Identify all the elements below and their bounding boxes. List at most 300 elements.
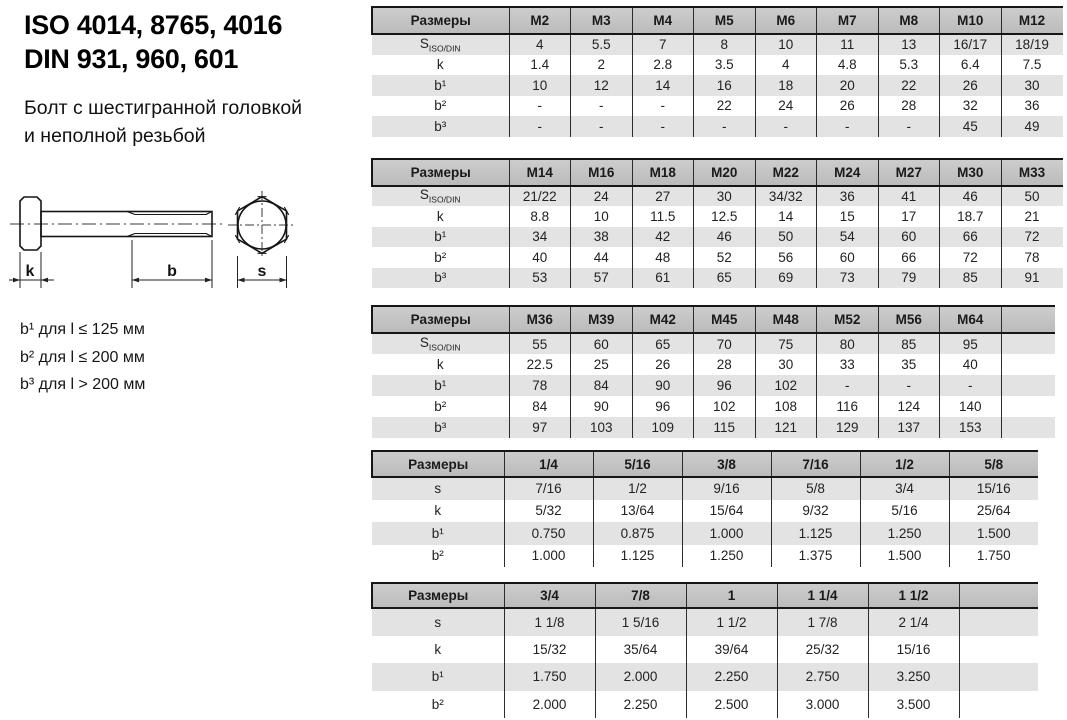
value-cell: 26 bbox=[632, 354, 694, 375]
row-label: $S_{ISO/DIN}$ bbox=[372, 34, 509, 55]
value-cell: 8.8 bbox=[509, 206, 571, 227]
value-cell: 73 bbox=[817, 268, 879, 289]
value-cell: 48 bbox=[632, 247, 694, 268]
value-cell: 1.000 bbox=[682, 522, 771, 545]
dimension-row bbox=[372, 477, 1038, 500]
size-column-header: M6 bbox=[755, 7, 817, 34]
value-cell: - bbox=[509, 96, 571, 117]
row-label: k bbox=[436, 357, 444, 372]
value-cell: 10 bbox=[509, 75, 571, 96]
dimension-row bbox=[372, 663, 1038, 691]
value-cell: 44 bbox=[571, 247, 633, 268]
row-label: b² bbox=[434, 399, 447, 414]
dimension-row bbox=[372, 522, 1038, 545]
dimension-table bbox=[371, 158, 1063, 289]
row-label: b³ bbox=[372, 116, 509, 137]
value-cell: 75 bbox=[755, 333, 817, 354]
value-cell: 78 bbox=[509, 375, 571, 396]
size-column-header: M16 bbox=[571, 159, 633, 186]
value-cell: 12.5 bbox=[694, 206, 756, 227]
dimension-table bbox=[371, 305, 1055, 438]
value-cell: 102 bbox=[694, 396, 756, 417]
size-column-header: M24 bbox=[817, 159, 879, 186]
value-cell: 1.250 bbox=[682, 545, 771, 568]
row-label: $S_{ISO/DIN}$ bbox=[372, 186, 509, 207]
row-label: b² bbox=[431, 696, 444, 712]
table-metric-m2-m12 bbox=[371, 6, 1067, 137]
value-cell: 3/4 bbox=[860, 477, 949, 500]
value-cell: 25/64 bbox=[949, 500, 1038, 523]
size-column-header: 1 1/4 bbox=[777, 583, 868, 608]
value-cell: 13 bbox=[878, 34, 940, 55]
value-cell: 2.000 bbox=[504, 691, 595, 719]
size-column-header: M56 bbox=[878, 306, 940, 333]
value-cell: 20 bbox=[817, 75, 879, 96]
value-cell: 1.4 bbox=[509, 55, 571, 76]
value-cell: 41 bbox=[878, 186, 940, 207]
value-cell: 25 bbox=[571, 354, 633, 375]
value-cell: 15/16 bbox=[949, 477, 1038, 500]
value-cell: 65 bbox=[694, 268, 756, 289]
value-cell: 34 bbox=[509, 227, 571, 248]
value-cell: 95 bbox=[940, 333, 1002, 354]
bolt-technical-drawing bbox=[8, 184, 338, 316]
size-column-header: M14 bbox=[509, 159, 571, 186]
value-cell: 7.5 bbox=[1001, 55, 1063, 76]
value-cell: 5/32 bbox=[504, 500, 593, 523]
table-metric-m14-m33 bbox=[371, 158, 1067, 289]
value-cell: 14 bbox=[632, 75, 694, 96]
value-cell: 30 bbox=[694, 186, 756, 207]
empty-header-cell bbox=[1001, 306, 1055, 333]
value-cell: 18 bbox=[755, 75, 817, 96]
value-cell: 4.8 bbox=[817, 55, 879, 76]
value-cell: - bbox=[632, 96, 694, 117]
size-column-header: M39 bbox=[571, 306, 633, 333]
size-column-header: M4 bbox=[632, 7, 694, 34]
value-cell: 36 bbox=[817, 186, 879, 207]
value-cell: 2.250 bbox=[595, 691, 686, 719]
value-cell: 1.500 bbox=[949, 522, 1038, 545]
value-cell: - bbox=[571, 96, 633, 117]
value-cell: 15/32 bbox=[504, 636, 595, 664]
value-cell: 8 bbox=[694, 34, 756, 55]
value-cell: 50 bbox=[755, 227, 817, 248]
value-cell: 6.4 bbox=[940, 55, 1002, 76]
row-label: k bbox=[436, 208, 444, 224]
value-cell: 46 bbox=[940, 186, 1002, 207]
value-cell: 1.750 bbox=[504, 663, 595, 691]
value-cell: 5/8 bbox=[771, 477, 860, 500]
value-cell: - bbox=[509, 116, 571, 137]
dimension-row bbox=[372, 96, 1063, 117]
dimension-row bbox=[372, 116, 1063, 137]
title-standards-iso: ISO 4014, 8765, 4016 bbox=[24, 10, 283, 40]
empty-cell bbox=[959, 663, 1038, 691]
value-cell: 3.500 bbox=[868, 691, 959, 719]
header-row bbox=[372, 583, 1038, 608]
value-cell: - bbox=[817, 375, 879, 396]
row-label: k bbox=[434, 503, 442, 519]
row-label: b¹ bbox=[372, 227, 509, 248]
sizes-corner-header: Размеры bbox=[372, 159, 509, 186]
dimension-row bbox=[372, 608, 1038, 636]
value-cell: 137 bbox=[878, 417, 940, 438]
size-column-header: M36 bbox=[509, 306, 571, 333]
value-cell: 1.375 bbox=[771, 545, 860, 568]
dimension-row bbox=[372, 55, 1063, 76]
table-inch-quarter-to-5-8 bbox=[371, 450, 1067, 567]
size-column-header: M45 bbox=[694, 306, 756, 333]
size-column-header: M7 bbox=[817, 7, 879, 34]
value-cell: 1 7/8 bbox=[777, 608, 868, 636]
value-cell: 3.250 bbox=[868, 663, 959, 691]
s-arrow-right bbox=[280, 278, 287, 283]
value-cell: 4 bbox=[509, 34, 571, 55]
value-cell: 80 bbox=[817, 333, 879, 354]
dimension-row bbox=[372, 354, 1055, 375]
value-cell: 50 bbox=[1001, 186, 1063, 207]
dimension-row bbox=[372, 333, 1055, 354]
empty-cell bbox=[959, 691, 1038, 719]
value-cell: 108 bbox=[755, 396, 817, 417]
value-cell: 7 bbox=[632, 34, 694, 55]
value-cell: 5.3 bbox=[878, 55, 940, 76]
value-cell: 16/17 bbox=[940, 34, 1002, 55]
dimension-row bbox=[372, 691, 1038, 719]
size-column-header: 3/8 bbox=[682, 451, 771, 477]
value-cell: 60 bbox=[817, 247, 879, 268]
row-label: b¹ bbox=[372, 75, 509, 96]
value-cell: 79 bbox=[878, 268, 940, 289]
value-cell: 140 bbox=[940, 396, 1002, 417]
b-arrow-right bbox=[205, 278, 212, 283]
value-cell: 53 bbox=[509, 268, 571, 289]
value-cell: 72 bbox=[940, 247, 1002, 268]
value-cell: 1.125 bbox=[593, 545, 682, 568]
value-cell: 84 bbox=[571, 375, 633, 396]
size-column-header: M3 bbox=[571, 7, 633, 34]
header-row bbox=[372, 451, 1038, 477]
subtitle-line-1: Болт с шестигранной головкой bbox=[24, 97, 303, 119]
footnote-b1: b¹ для l ≤ 125 мм bbox=[20, 321, 145, 338]
value-cell: 36 bbox=[1001, 96, 1063, 117]
size-column-header: 7/16 bbox=[771, 451, 860, 477]
value-cell: 11 bbox=[817, 34, 879, 55]
value-cell: 96 bbox=[632, 396, 694, 417]
size-column-header: M33 bbox=[1001, 159, 1063, 186]
empty-cell bbox=[1001, 375, 1055, 396]
value-cell: 55 bbox=[509, 333, 571, 354]
size-column-header: 3/4 bbox=[504, 583, 595, 608]
size-column-header: M64 bbox=[940, 306, 1002, 333]
value-cell: 1.250 bbox=[860, 522, 949, 545]
value-cell: 78 bbox=[1001, 247, 1063, 268]
dimension-row bbox=[372, 227, 1063, 248]
value-cell: - bbox=[878, 375, 940, 396]
size-column-header: M48 bbox=[755, 306, 817, 333]
value-cell: 1.750 bbox=[949, 545, 1038, 568]
row-label: $S_{ISO/DIN}$ bbox=[372, 333, 509, 354]
value-cell: 5.5 bbox=[571, 34, 633, 55]
size-column-header: 1/4 bbox=[504, 451, 593, 477]
left-panel bbox=[0, 0, 371, 720]
size-column-header: M27 bbox=[878, 159, 940, 186]
empty-cell bbox=[1001, 417, 1055, 438]
value-cell: 28 bbox=[694, 354, 756, 375]
size-column-header: M52 bbox=[817, 306, 879, 333]
value-cell: 70 bbox=[694, 333, 756, 354]
dimension-row bbox=[372, 268, 1063, 289]
value-cell: 35/64 bbox=[595, 636, 686, 664]
value-cell: 0.750 bbox=[504, 522, 593, 545]
dim-label-s: s bbox=[257, 263, 267, 280]
value-cell: 9/32 bbox=[771, 500, 860, 523]
value-cell: 2 bbox=[571, 55, 633, 76]
value-cell: 15/16 bbox=[868, 636, 959, 664]
value-cell: 25/32 bbox=[777, 636, 868, 664]
dimension-tables-panel bbox=[371, 0, 1067, 718]
dimension-table bbox=[371, 450, 1038, 567]
value-cell: 15/64 bbox=[682, 500, 771, 523]
value-cell: 28 bbox=[878, 96, 940, 117]
value-cell: 21 bbox=[1001, 206, 1063, 227]
value-cell: 90 bbox=[632, 375, 694, 396]
value-cell: 91 bbox=[1001, 268, 1063, 289]
s-arrow-left bbox=[238, 278, 245, 283]
page-subtitle bbox=[24, 94, 302, 150]
value-cell: 85 bbox=[940, 268, 1002, 289]
dim-label-k: k bbox=[25, 263, 35, 280]
subtitle-line-2: и неполной резьбой bbox=[24, 125, 206, 147]
value-cell: 116 bbox=[817, 396, 879, 417]
value-cell: 72 bbox=[1001, 227, 1063, 248]
footnotes bbox=[20, 316, 145, 399]
row-label: b³ bbox=[372, 268, 509, 289]
size-column-header: 5/16 bbox=[593, 451, 682, 477]
value-cell: 153 bbox=[940, 417, 1002, 438]
value-cell: 97 bbox=[509, 417, 571, 438]
dimension-table bbox=[371, 582, 1038, 718]
value-cell: - bbox=[694, 116, 756, 137]
value-cell: 3.000 bbox=[777, 691, 868, 719]
size-column-header: 7/8 bbox=[595, 583, 686, 608]
table-inch-3-4-to-1-1-2 bbox=[371, 582, 1067, 718]
value-cell: 27 bbox=[632, 186, 694, 207]
empty-cell bbox=[959, 636, 1038, 664]
size-column-header: M22 bbox=[755, 159, 817, 186]
empty-cell bbox=[1001, 396, 1055, 417]
value-cell: 1 5/16 bbox=[595, 608, 686, 636]
empty-cell bbox=[959, 608, 1038, 636]
value-cell: 124 bbox=[878, 396, 940, 417]
size-column-header: M8 bbox=[878, 7, 940, 34]
value-cell: 7/16 bbox=[504, 477, 593, 500]
value-cell: 85 bbox=[878, 333, 940, 354]
size-column-header: M42 bbox=[632, 306, 694, 333]
row-label: b³ bbox=[372, 417, 509, 438]
size-column-header: M20 bbox=[694, 159, 756, 186]
value-cell: 1.000 bbox=[504, 545, 593, 568]
value-cell: 121 bbox=[755, 417, 817, 438]
value-cell: 2.500 bbox=[686, 691, 777, 719]
dimension-row bbox=[372, 417, 1055, 438]
value-cell: 57 bbox=[571, 268, 633, 289]
size-column-header: M18 bbox=[632, 159, 694, 186]
value-cell: 24 bbox=[571, 186, 633, 207]
value-cell: 14 bbox=[755, 206, 817, 227]
value-cell: 22 bbox=[694, 96, 756, 117]
dimension-row bbox=[372, 545, 1038, 568]
value-cell: 30 bbox=[1001, 75, 1063, 96]
value-cell: 40 bbox=[940, 354, 1002, 375]
dimension-row bbox=[372, 636, 1038, 664]
dimension-row bbox=[372, 247, 1063, 268]
footnote-b2: b² для l ≤ 200 мм bbox=[20, 348, 145, 366]
value-cell: - bbox=[571, 116, 633, 137]
value-cell: 49 bbox=[1001, 116, 1063, 137]
value-cell: 26 bbox=[817, 96, 879, 117]
value-cell: 66 bbox=[878, 247, 940, 268]
value-cell: 45 bbox=[940, 116, 1002, 137]
value-cell: 61 bbox=[632, 268, 694, 289]
value-cell: 21/22 bbox=[509, 186, 571, 207]
table-metric-m36-m64 bbox=[371, 305, 1067, 438]
empty-cell bbox=[1001, 333, 1055, 354]
value-cell: 1 1/2 bbox=[686, 608, 777, 636]
value-cell: 60 bbox=[571, 333, 633, 354]
sizes-corner-header: Размеры bbox=[372, 306, 509, 333]
value-cell: 0.875 bbox=[593, 522, 682, 545]
value-cell: 16 bbox=[694, 75, 756, 96]
size-column-header: 1 bbox=[686, 583, 777, 608]
value-cell: 102 bbox=[755, 375, 817, 396]
value-cell: 9/16 bbox=[682, 477, 771, 500]
value-cell: 39/64 bbox=[686, 636, 777, 664]
row-label: b² bbox=[431, 548, 444, 564]
row-label: b² bbox=[434, 249, 447, 265]
size-column-header: M5 bbox=[694, 7, 756, 34]
size-column-header: 1 1/2 bbox=[868, 583, 959, 608]
value-cell: 33 bbox=[817, 354, 879, 375]
value-cell: 1.125 bbox=[771, 522, 860, 545]
value-cell: 2.000 bbox=[595, 663, 686, 691]
value-cell: 66 bbox=[940, 227, 1002, 248]
value-cell: 10 bbox=[571, 206, 633, 227]
value-cell: 4 bbox=[755, 55, 817, 76]
value-cell: 18/19 bbox=[1001, 34, 1063, 55]
value-cell: 1 1/8 bbox=[504, 608, 595, 636]
value-cell: 54 bbox=[817, 227, 879, 248]
value-cell: 96 bbox=[694, 375, 756, 396]
value-cell: 18.7 bbox=[940, 206, 1002, 227]
header-row bbox=[372, 7, 1063, 34]
row-label: s bbox=[372, 477, 504, 500]
value-cell: 65 bbox=[632, 333, 694, 354]
sizes-corner-header: Размеры bbox=[372, 583, 504, 608]
value-cell: 34/32 bbox=[755, 186, 817, 207]
size-column-header: M2 bbox=[509, 7, 571, 34]
value-cell: 2.750 bbox=[777, 663, 868, 691]
size-column-header: 1/2 bbox=[860, 451, 949, 477]
dim-label-b: b bbox=[167, 263, 177, 280]
dimension-row bbox=[372, 396, 1055, 417]
empty-header-cell bbox=[959, 583, 1038, 608]
empty-cell bbox=[1001, 354, 1055, 375]
value-cell: 15 bbox=[817, 206, 879, 227]
value-cell: - bbox=[755, 116, 817, 137]
value-cell: - bbox=[817, 116, 879, 137]
value-cell: 32 bbox=[940, 96, 1002, 117]
value-cell: 2.250 bbox=[686, 663, 777, 691]
value-cell: 12 bbox=[571, 75, 633, 96]
value-cell: 1.500 bbox=[860, 545, 949, 568]
value-cell: 90 bbox=[571, 396, 633, 417]
value-cell: 3.5 bbox=[694, 55, 756, 76]
value-cell: 52 bbox=[694, 247, 756, 268]
value-cell: - bbox=[632, 116, 694, 137]
dimension-row bbox=[372, 75, 1063, 96]
dimension-row bbox=[372, 206, 1063, 227]
row-label: b¹ bbox=[372, 375, 509, 396]
value-cell: 103 bbox=[571, 417, 633, 438]
value-cell: 2.8 bbox=[632, 55, 694, 76]
value-cell: 42 bbox=[632, 227, 694, 248]
value-cell: - bbox=[878, 116, 940, 137]
value-cell: 38 bbox=[571, 227, 633, 248]
value-cell: 10 bbox=[755, 34, 817, 55]
value-cell: 24 bbox=[755, 96, 817, 117]
value-cell: 109 bbox=[632, 417, 694, 438]
value-cell: - bbox=[940, 375, 1002, 396]
row-label: k bbox=[436, 57, 444, 73]
value-cell: 46 bbox=[694, 227, 756, 248]
sizes-corner-header: Размеры bbox=[372, 451, 504, 477]
value-cell: 30 bbox=[755, 354, 817, 375]
size-column-header: M30 bbox=[940, 159, 1002, 186]
row-label: b¹ bbox=[372, 663, 504, 691]
value-cell: 22.5 bbox=[509, 354, 571, 375]
b-arrow-left bbox=[132, 278, 139, 283]
title-standards-din: DIN 931, 960, 601 bbox=[24, 44, 239, 74]
value-cell: 2 1/4 bbox=[868, 608, 959, 636]
value-cell: 11.5 bbox=[632, 206, 694, 227]
value-cell: 129 bbox=[817, 417, 879, 438]
size-column-header: 5/8 bbox=[949, 451, 1038, 477]
value-cell: 40 bbox=[509, 247, 571, 268]
header-row bbox=[372, 159, 1063, 186]
k-arrow-left bbox=[13, 278, 20, 283]
value-cell: 56 bbox=[755, 247, 817, 268]
dimension-row bbox=[372, 375, 1055, 396]
header-row bbox=[372, 306, 1055, 333]
row-label: s bbox=[372, 608, 504, 636]
value-cell: 5/16 bbox=[860, 500, 949, 523]
value-cell: 26 bbox=[940, 75, 1002, 96]
value-cell: 17 bbox=[878, 206, 940, 227]
dimension-row bbox=[372, 500, 1038, 523]
value-cell: 22 bbox=[878, 75, 940, 96]
k-arrow-right bbox=[41, 278, 48, 283]
value-cell: 1/2 bbox=[593, 477, 682, 500]
value-cell: 13/64 bbox=[593, 500, 682, 523]
footnote-b3: b³ для l > 200 мм bbox=[20, 376, 146, 393]
value-cell: 35 bbox=[878, 354, 940, 375]
row-label: b¹ bbox=[372, 522, 504, 545]
dimension-row bbox=[372, 186, 1063, 207]
value-cell: 60 bbox=[878, 227, 940, 248]
value-cell: 115 bbox=[694, 417, 756, 438]
